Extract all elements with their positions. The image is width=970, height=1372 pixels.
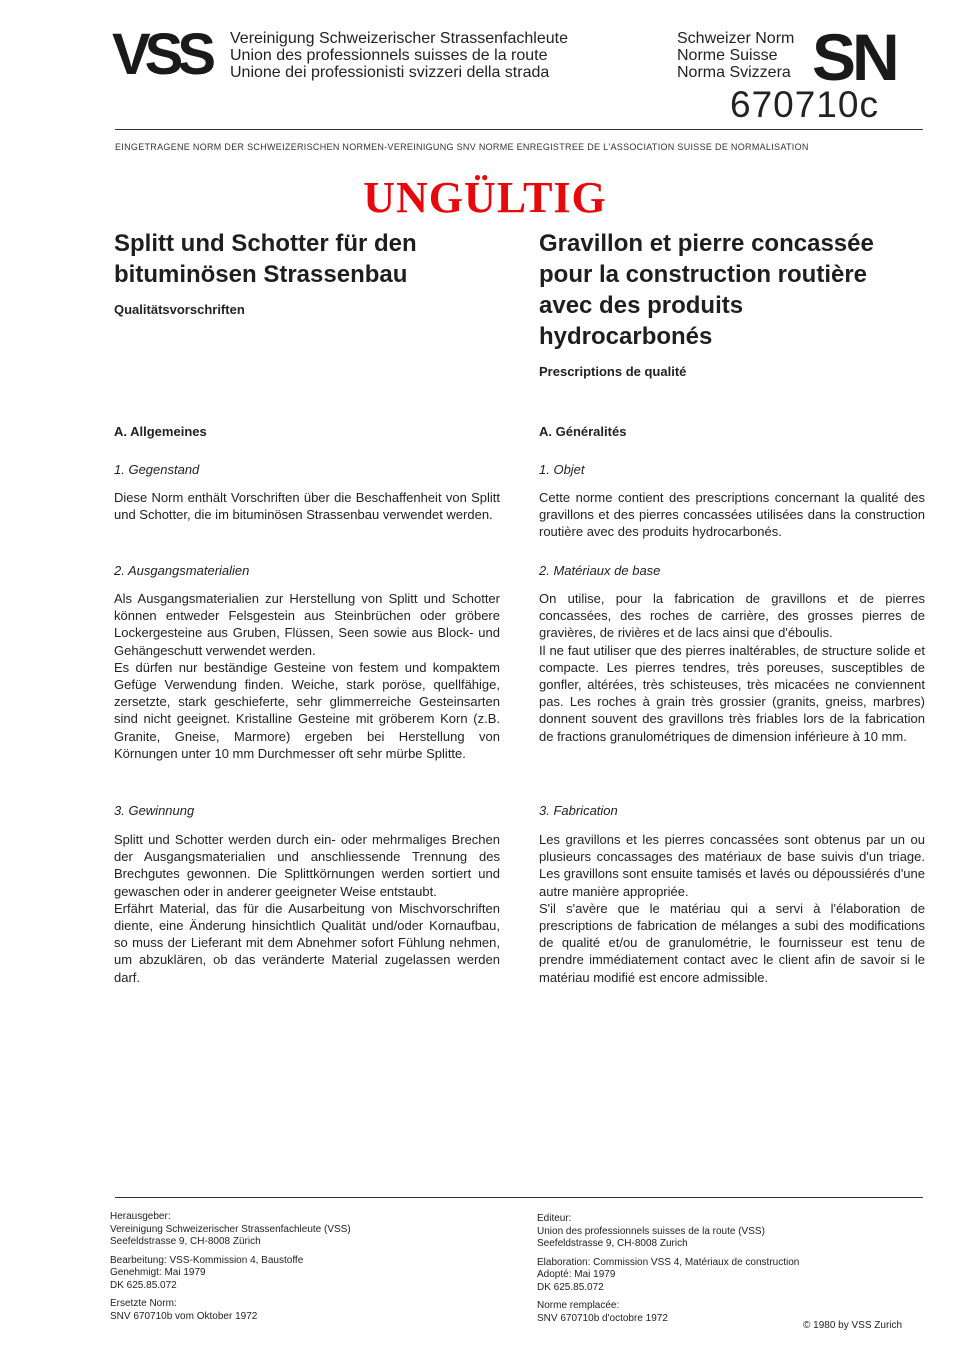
section-3-para2-de: Erfährt Material, das für die Ausarbeitung von Mischvorschriften diente, eine Änderung hinsichtlich Qualität und/oder Kornaufbau, so muss der Lieferant mit dem Abnehmer sofort Fühlung nehmen, um abzuklären, ob das veränderte Material zugelassen werden darf. bbox=[114, 900, 500, 985]
section-2-text-de bbox=[114, 590, 500, 762]
footer-de bbox=[110, 1211, 500, 1329]
title-fr-line3: avec des produits bbox=[539, 292, 744, 319]
replaced-value-fr: SNV 670710b d'octobre 1972 bbox=[537, 1312, 668, 1324]
section-a-heading-fr: A. Généralités bbox=[539, 424, 627, 439]
section-2-heading-de: 2. Ausgangsmaterialien bbox=[114, 563, 250, 578]
title-fr-line4: hydrocarbonés bbox=[539, 323, 713, 350]
french-column bbox=[539, 228, 925, 379]
approved-fr: Adopté: Mai 1979 bbox=[537, 1269, 616, 1280]
norm-label-fr: Norme Suisse bbox=[677, 47, 778, 64]
section-3-heading-fr: 3. Fabrication bbox=[539, 803, 618, 818]
sn-logo bbox=[812, 28, 924, 84]
section-1-text-de bbox=[114, 489, 500, 523]
section-2-para1-de: Als Ausgangsmaterialien zur Herstellung von Splitt und Schotter können entweder Felsgestein aus Steinbrüchen oder gröbere Lockergesteine aus Gruben, Flüssen, Seen sowie aus Block- und Gehängeschutt verwendet werden. bbox=[114, 591, 500, 658]
dk-de: DK 625.85.072 bbox=[110, 1279, 177, 1291]
vss-logo-text: VSS bbox=[112, 28, 211, 78]
section-2-para2-de: Es dürfen nur beständige Gesteine von festem und kompaktem Gefüge Verwendung finden. Weiche, stark poröse, quellfähige, zersetzte, stark geschieferte, sehr glimmerreiche Gesteinsarten sind nicht geeignet. Kristalline Gesteine mit gröberem Korn (z.B. Granite, Gneise, Marmore) ergeben bei Herstellung von Körnungen unter 10 mm Durchmesser oft sehr mürbe Splitte. bbox=[114, 659, 500, 761]
editing-de: Bearbeitung: VSS-Kommission 4, Baustoffe bbox=[110, 1254, 304, 1266]
association-name-it: Unione dei professionisti svizzeri della strada bbox=[230, 64, 550, 81]
publisher-name-fr: Union des professionnels suisses de la route (VSS) bbox=[537, 1225, 765, 1237]
association-name-fr: Union des professionnels suisses de la route bbox=[230, 47, 548, 64]
sn-logo-text: SN bbox=[812, 28, 896, 84]
association-names bbox=[230, 30, 568, 81]
dk-fr: DK 625.85.072 bbox=[537, 1281, 604, 1293]
registration-line: EINGETRAGENE NORM DER SCHWEIZERISCHEN NORMEN-VEREINIGUNG SNV NORME ENREGISTREE DE L'ASSOCIATION SUISSE DE NORMALISATION bbox=[115, 142, 809, 152]
norm-number: 670710c bbox=[730, 84, 879, 125]
norm-type-labels bbox=[677, 30, 794, 81]
replaced-label-fr: Norme remplacée: bbox=[537, 1300, 620, 1311]
section-a-heading-de: A. Allgemeines bbox=[114, 424, 207, 439]
section-1-text-fr bbox=[539, 489, 925, 541]
subtitle-fr: Prescriptions de qualité bbox=[539, 364, 687, 379]
editing-fr: Elaboration: Commission VSS 4, Matériaux de construction bbox=[537, 1256, 800, 1268]
norm-label-de: Schweizer Norm bbox=[677, 30, 795, 47]
publisher-block-de bbox=[110, 1211, 500, 1249]
replaced-value-de: SNV 670710b vom Oktober 1972 bbox=[110, 1310, 258, 1322]
section-3-text-de bbox=[114, 831, 500, 986]
footer-fr bbox=[537, 1213, 927, 1331]
publisher-address-de: Seefeldstrasse 9, CH-8008 Zürich bbox=[110, 1236, 261, 1247]
section-2-para2-fr: Il ne faut utiliser que des pierres inaltérables, de structure solide et compacte. Les pierres tendres, très poreuses, susceptibles de gonfler, altérées, très schisteuses, très micacées ne conviennent pas. Les roches à grain très grossier (granits, gneiss, marbres) donnent souvent des gravillons très friables lors de la fabrication de fractions granulométriques de dimension inférieure à 10 mm. bbox=[539, 642, 925, 744]
title-fr bbox=[539, 228, 925, 352]
title-fr-line1: Gravillon et pierre concassée bbox=[539, 230, 874, 257]
replaced-block-de bbox=[110, 1298, 500, 1323]
section-1-para-fr: Cette norme contient des prescriptions concernant la qualité des gravillons et des pierres concassées utilisées dans la construction routière avec des produits hydrocarbonés. bbox=[539, 490, 925, 540]
subtitle-de: Qualitätsvorschriften bbox=[114, 302, 245, 317]
section-1-heading-fr: 1. Objet bbox=[539, 462, 585, 477]
vss-logo bbox=[112, 28, 224, 78]
german-column bbox=[114, 228, 500, 317]
section-3-para1-de: Splitt und Schotter werden durch ein- oder mehrmaliges Brechen der Ausgangsmaterialien und anschliessende Trennung des Brechgutes gewonnen. Die Splittkörnungen werden sortiert und gewaschen oder in anderer geeigneter Weise entstaubt. bbox=[114, 832, 500, 899]
title-fr-line2: pour la construction routière bbox=[539, 261, 868, 288]
replaced-label-de: Ersetzte Norm: bbox=[110, 1298, 177, 1309]
section-2-heading-fr: 2. Matériaux de base bbox=[539, 563, 661, 578]
section-3-heading-de: 3. Gewinnung bbox=[114, 803, 195, 818]
editing-block-fr bbox=[537, 1257, 927, 1295]
section-2-para1-fr: On utilise, pour la fabrication de gravillons et de pierres concassées, des roches de carrière, des grosses pierres de gravières, de rivières et de lacs ainsi que d'éboulis. bbox=[539, 591, 925, 641]
approved-de: Genehmigt: Mai 1979 bbox=[110, 1267, 206, 1278]
title-de bbox=[114, 228, 500, 290]
norm-label-it: Norma Svizzera bbox=[677, 64, 791, 81]
invalid-stamp: UNGÜLTIG bbox=[363, 173, 607, 222]
publisher-block-fr bbox=[537, 1213, 927, 1251]
section-3-para2-fr: S'il s'avère que le matériau qui a servi à l'élaboration de prescriptions de fabrication de mélanges a subi des modifications de qualité et/ou de granulométrie, le fournisseur est tenu de prendre immédiatement contact avec le client afin de savoir si le matériau modifié est encore admissible. bbox=[539, 900, 925, 985]
section-3-para1-fr: Les gravillons et les pierres concassées sont obtenus par un ou plusieurs concassages des matériaux de base suivis d'un triage. Les gravillons sont ensuite tamisés et lavés ou dépoussiérés d'une autre manière appropriée. bbox=[539, 832, 925, 899]
section-1-heading-de: 1. Gegenstand bbox=[114, 462, 200, 477]
copyright: © 1980 by VSS Zurich bbox=[803, 1320, 903, 1331]
footer-rule bbox=[115, 1197, 923, 1198]
editing-block-de bbox=[110, 1255, 500, 1293]
publisher-label-de: Herausgeber: bbox=[110, 1211, 171, 1222]
publisher-address-fr: Seefeldstrasse 9, CH-8008 Zurich bbox=[537, 1238, 688, 1249]
section-1-para-de: Diese Norm enthält Vorschriften über die Beschaffenheit von Splitt und Schotter, die im bituminösen Strassenbau verwendet werden. bbox=[114, 490, 500, 523]
title-de-line1: Splitt und Schotter für den bbox=[114, 230, 417, 257]
section-3-text-fr bbox=[539, 831, 925, 986]
section-2-text-fr bbox=[539, 590, 925, 745]
publisher-label-fr: Editeur: bbox=[537, 1213, 572, 1224]
title-de-line2: bituminösen Strassenbau bbox=[114, 261, 408, 288]
association-name-de: Vereinigung Schweizerischer Strassenfachleute bbox=[230, 30, 568, 47]
publisher-name-de: Vereinigung Schweizerischer Strassenfachleute (VSS) bbox=[110, 1223, 351, 1235]
header-rule bbox=[115, 129, 923, 130]
